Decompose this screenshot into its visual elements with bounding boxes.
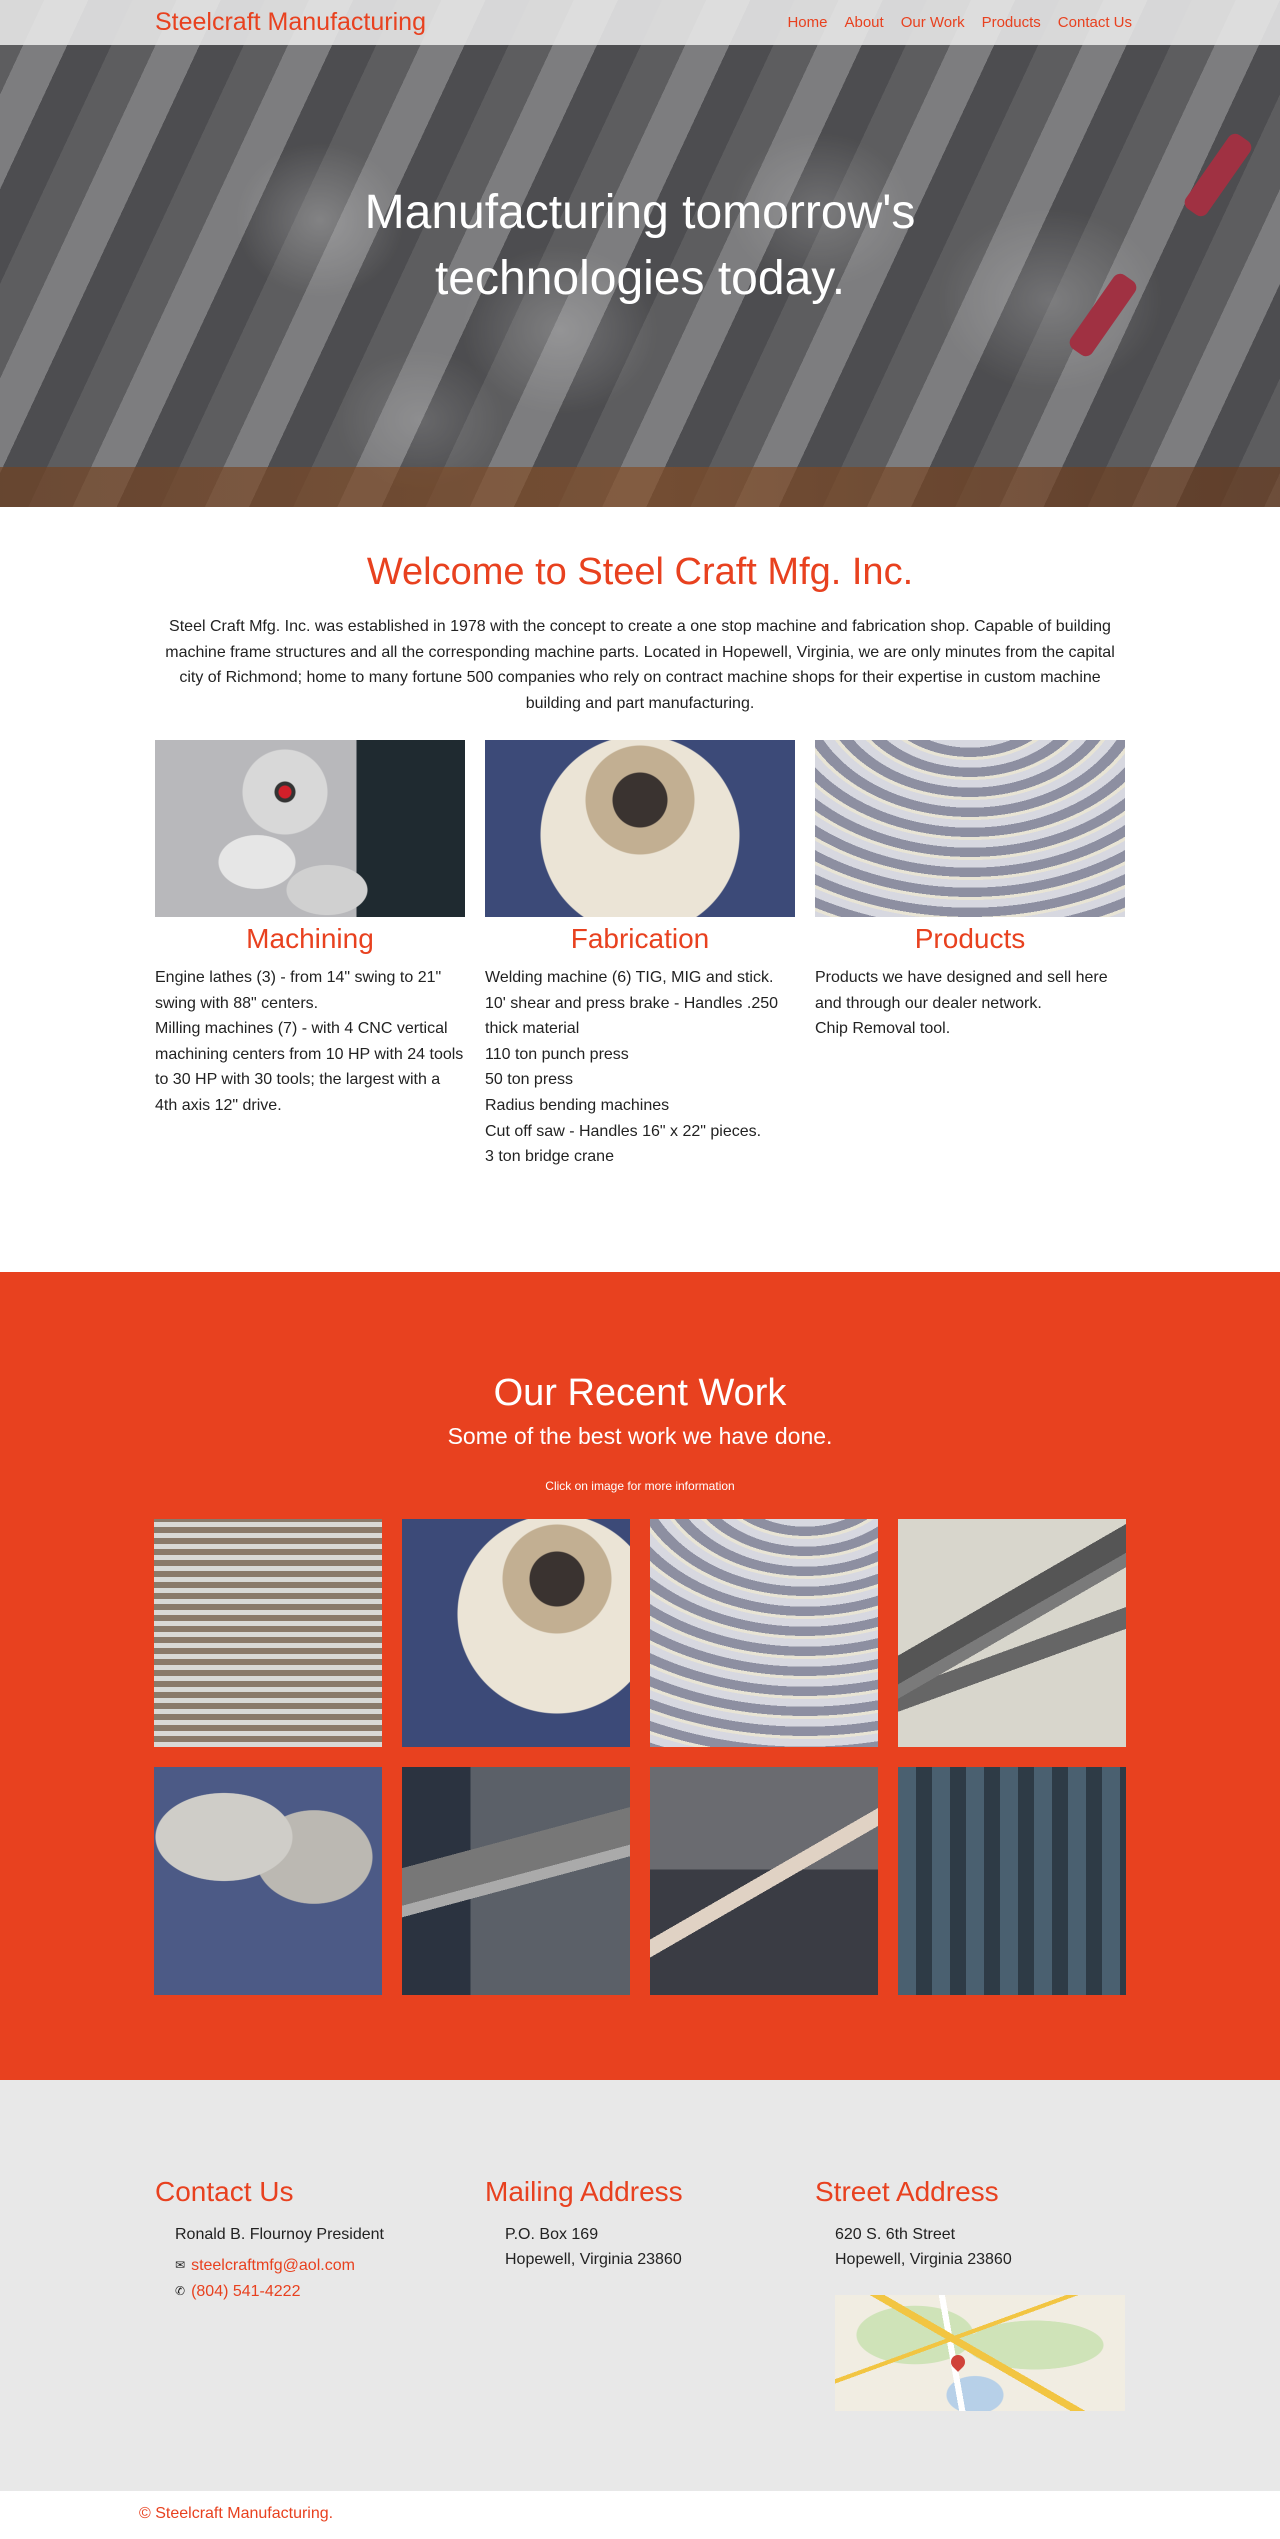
fabrication-line: 3 ton bridge crane <box>485 1148 614 1166</box>
street-address-body <box>815 2222 1125 2411</box>
gallery-image-shop-floor[interactable] <box>898 1767 1126 1995</box>
fabrication-line: Welding machine (6) TIG, MIG and stick. <box>485 969 774 986</box>
street-address-title: Street Address <box>815 2175 999 2207</box>
nav-menu <box>787 14 1132 31</box>
gallery-image-shafts[interactable] <box>898 1519 1126 1747</box>
machining-column <box>155 740 465 1170</box>
products-text <box>815 965 1125 1042</box>
welcome-section <box>0 507 1280 1170</box>
machining-line: Milling machines (7) - with 4 CNC vertical machining centers from 10 HP with 24 tools to 30 HP with 30 tools; the largest with a 4th axis 12" drive. <box>155 1020 464 1114</box>
contact-us-title: Contact Us <box>155 2175 294 2207</box>
nav-our-work[interactable]: Our Work <box>900 14 965 31</box>
map-pin-icon <box>948 2352 968 2372</box>
services-columns <box>155 740 1125 1170</box>
email-row <box>175 2253 465 2279</box>
fabrication-line: 110 ton punch press <box>485 1045 629 1063</box>
nav-products[interactable]: Products <box>981 14 1041 31</box>
email-link[interactable]: steelcraftmfg@aol.com <box>191 2257 355 2275</box>
contact-columns <box>155 2172 1125 2411</box>
street-address-column <box>815 2172 1125 2411</box>
recent-work-section <box>0 1272 1280 2080</box>
phone-icon: ✆ <box>175 2283 186 2298</box>
nav-contact-us[interactable]: Contact Us <box>1057 14 1132 31</box>
navbar <box>0 0 1280 45</box>
brand-link[interactable]: Steelcraft Manufacturing <box>155 8 426 36</box>
hero-line-1: Manufacturing tomorrow's <box>364 186 916 239</box>
products-column <box>815 740 1125 1170</box>
mailing-line-1: P.O. Box 169 <box>505 2225 599 2243</box>
fabrication-column <box>485 740 795 1170</box>
mailing-address-body <box>485 2222 795 2273</box>
gallery-image-coil[interactable] <box>154 1519 382 1747</box>
mailing-line-2: Hopewell, Virginia 23860 <box>505 2251 682 2269</box>
footer <box>0 2491 1280 2539</box>
contact-us-body <box>155 2222 465 2305</box>
products-image <box>815 740 1125 917</box>
products-line: Products we have designed and sell here and through our dealer network. <box>815 969 1108 1012</box>
gallery-image-bar[interactable] <box>650 1767 878 1995</box>
gallery-image-spindle[interactable] <box>402 1767 630 1995</box>
fabrication-text <box>485 965 795 1170</box>
products-line: Chip Removal tool. <box>815 1020 951 1038</box>
fabrication-image <box>485 740 795 917</box>
fabrication-line: 10' shear and press brake - Handles .250 thick material <box>485 994 779 1038</box>
contact-person: Ronald B. Flournoy President <box>175 2225 384 2243</box>
mailing-address-title: Mailing Address <box>485 2175 683 2207</box>
recent-work-gallery <box>154 1519 1126 1995</box>
machining-line: Engine lathes (3) - from 14" swing to 21" swing with 88" centers. <box>155 969 442 1012</box>
mailing-address-column <box>485 2172 795 2411</box>
machining-text <box>155 965 465 1119</box>
fabrication-line: 50 ton press <box>485 1071 574 1089</box>
welcome-intro: Steel Craft Mfg. Inc. was established in 1978 with the concept to create a one stop machine and fabrication shop. Capable of building machine frame structures and all the corresponding machine parts. Located in Hopewell, Virginia, we are only minutes from the capital city of Richmond; home to many fortune 500 companies who rely on contract machine shops for their expertise in custom machine building and part manufacturing. <box>165 618 1115 712</box>
street-line-1: 620 S. 6th Street <box>835 2225 956 2243</box>
nav-about[interactable]: About <box>844 14 884 31</box>
gallery-image-bent-rails[interactable] <box>650 1519 878 1747</box>
hero-headline <box>0 180 1280 312</box>
gallery-image-gear[interactable] <box>402 1519 630 1747</box>
contact-us-column <box>155 2172 465 2411</box>
nav-home[interactable]: Home <box>787 14 828 31</box>
recent-work-subtitle: Some of the best work we have done. <box>447 1422 833 1449</box>
recent-work-hint: Click on image for more information <box>545 1478 735 1493</box>
welcome-title: Welcome to Steel Craft Mfg. Inc. <box>366 551 914 593</box>
hero-banner <box>0 0 1280 507</box>
fabrication-line: Cut off saw - Handles 16" x 22" pieces. <box>485 1122 762 1140</box>
phone-link[interactable]: (804) 541-4222 <box>191 2282 301 2300</box>
gallery-image-clamps[interactable] <box>154 1767 382 1995</box>
machining-title: Machining <box>246 923 374 954</box>
phone-row <box>175 2279 465 2305</box>
recent-work-title: Our Recent Work <box>493 1371 787 1414</box>
hero-line-2: technologies today. <box>434 252 846 305</box>
contact-section <box>0 2080 1280 2491</box>
location-map[interactable] <box>835 2295 1125 2411</box>
fabrication-line: Radius bending machines <box>485 1096 670 1114</box>
street-line-2: Hopewell, Virginia 23860 <box>835 2251 1012 2269</box>
machining-image <box>155 740 465 917</box>
products-title: Products <box>914 923 1026 954</box>
footer-copyright: © Steelcraft Manufacturing. <box>139 2504 334 2522</box>
fabrication-title: Fabrication <box>570 923 710 954</box>
envelope-icon: ✉ <box>175 2258 186 2273</box>
